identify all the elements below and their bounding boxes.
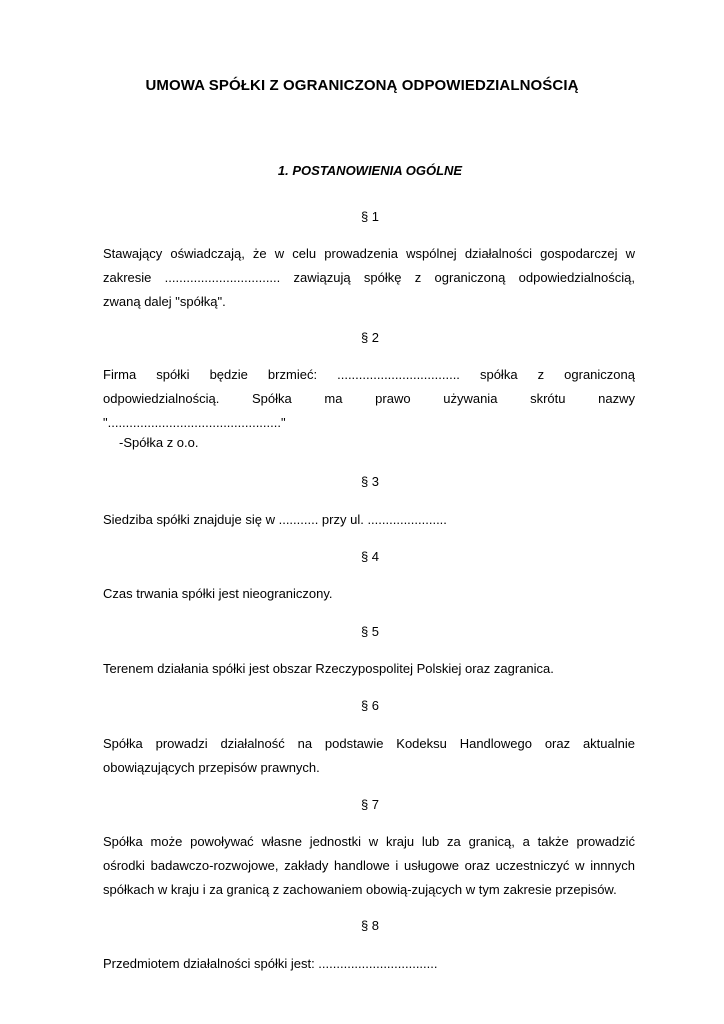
paragraph-5-line-1: Terenem działania spółki jest obszar Rzeczypospolitej Polskiej oraz zagranica. xyxy=(103,661,554,676)
paragraph-8-line-1: Przedmiotem działalności spółki jest: ................................. xyxy=(103,956,438,971)
paragraph-sign-1: § 1 xyxy=(360,209,380,224)
paragraph-6-line-1: Spółka prowadzi działalność na podstawie Kodeksu Handlowego oraz aktualnie xyxy=(103,736,635,751)
paragraph-1-line-3: zwaną dalej "spółką". xyxy=(103,294,226,309)
paragraph-1-text xyxy=(103,242,635,314)
section-title: 1. POSTANOWIENIA OGÓLNE xyxy=(277,163,463,178)
paragraph-4-text xyxy=(103,582,635,606)
paragraph-1-line-1: Stawający oświadczają, że w celu prowadzenia wspólnej działalności gospodarczej w xyxy=(103,246,635,261)
paragraph-sign-8: § 8 xyxy=(360,918,380,933)
paragraph-sign-6: § 6 xyxy=(360,698,380,713)
paragraph-5-text xyxy=(103,657,635,681)
paragraph-sign-5: § 5 xyxy=(360,624,380,639)
paragraph-2-line-1: Firma spółki będzie brzmieć: .................................. spółka z ograniczoną xyxy=(103,367,635,382)
document-title: UMOWA SPÓŁKI Z OGRANICZONĄ ODPOWIEDZIALNOŚCIĄ xyxy=(145,77,579,94)
paragraph-4-line-1: Czas trwania spółki jest nieograniczony. xyxy=(103,586,333,601)
paragraph-8-text xyxy=(103,952,635,976)
paragraph-sign-4: § 4 xyxy=(360,549,380,564)
paragraph-2-text xyxy=(103,363,635,455)
paragraph-sign-2: § 2 xyxy=(360,330,380,345)
paragraph-1-line-2: zakresie ................................ zawiązują spółkę z ograniczoną odpowiedzialnością, xyxy=(103,270,635,285)
paragraph-7-line-1: Spółka może powoływać własne jednostki w kraju lub za granicą, a także prowadzić xyxy=(103,834,635,849)
paragraph-sign-3: § 3 xyxy=(360,474,380,489)
paragraph-7-line-3: spółkach w kraju i za granicą z zachowaniem obowią-zujących w tym zakresie przepisów. xyxy=(103,882,617,897)
paragraph-7-text xyxy=(103,830,635,902)
paragraph-6-text xyxy=(103,732,635,780)
paragraph-3-line-1: Siedziba spółki znajduje się w ........... przy ul. ...................... xyxy=(103,512,447,527)
paragraph-7-line-2: ośrodki badawczo-rozwojowe, zakłady handlowe i usługowe oraz uczestniczyć w innnych xyxy=(103,858,635,873)
paragraph-sign-7: § 7 xyxy=(360,797,380,812)
paragraph-2-line-4: -Spółka z o.o. xyxy=(119,435,199,450)
paragraph-6-line-2: obowiązujących przepisów prawnych. xyxy=(103,760,320,775)
paragraph-2-line-3: "................................................" xyxy=(103,415,286,430)
paragraph-3-text xyxy=(103,508,635,532)
paragraph-2-line-2: odpowiedzialnością. Spółka ma prawo używania skrótu nazwy xyxy=(103,391,635,406)
